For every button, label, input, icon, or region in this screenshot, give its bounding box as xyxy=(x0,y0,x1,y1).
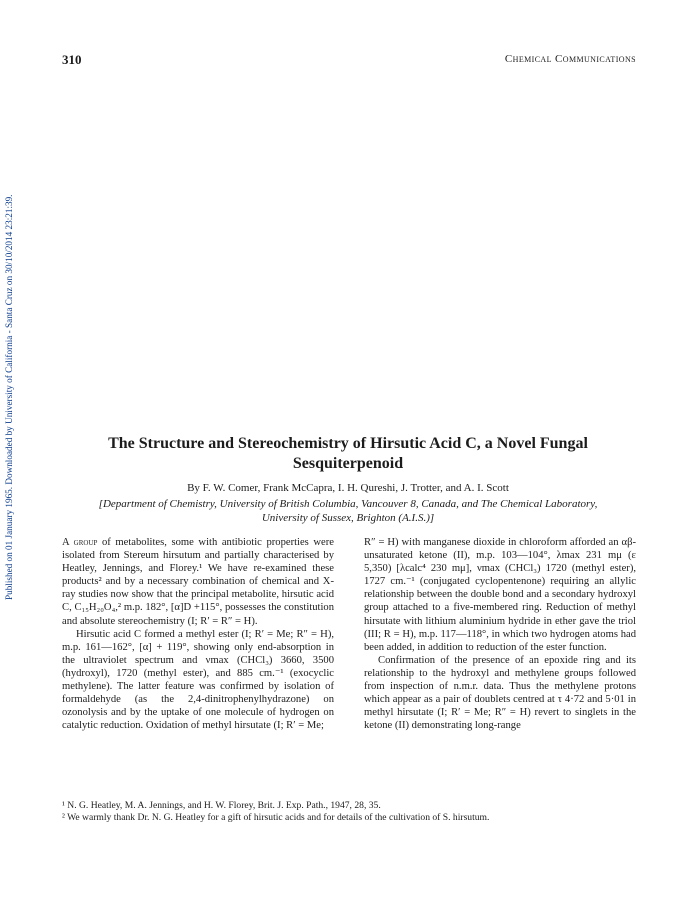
page-number: 310 xyxy=(62,52,82,67)
footnote: ¹ N. G. Heatley, M. A. Jennings, and H. W. Florey, Brit. J. Exp. Path., 1947, 28, 35. xyxy=(62,800,381,811)
download-watermark xyxy=(4,100,18,600)
paragraph-text: of metabolites, some with antibiotic properties were isolated from Stereum hirsutum and partially characterised by Heatley, Jennings, and Florey.¹ We have re-examined these products² and by a necessary combination of chemical and X-ray studies now show that the principal metabolite, hirsutic acid C, C₁₅H₂₀O₄,² m.p. 182°, [α]D +115°, possesses the constitution and absolute stereochemistry (I; R′ = R″ = H). xyxy=(62,537,334,627)
body-paragraph: Confirmation of the presence of an epoxide ring and its relationship to the hydroxyl and methylene groups followed from inspection of n.m.r. data. Thus the methylene protons which appear as a pair of doublets centred at τ 4·72 and 5·01 in methyl hirsutate (I; R′ = Me; R″ = H) revert to singlets in the ketone (II) demonstrating long-range xyxy=(364,654,636,732)
body-paragraph: Hirsutic acid C formed a methyl ester (I; R′ = Me; R″ = H), m.p. 161—162°, [α] + 119°, showing only end-absorption in the ultraviolet spectrum and νmax (CHCl₃) 3660, 3500 (hydroxyl), 1720 (methyl ester), and 885 cm.⁻¹ (exocyclic methylene). The latter feature was confirmed by isolation of formaldehyde (as the 2,4-dinitrophenylhydrazone) on ozonolysis and by the uptake of one molecule of hydrogen on catalytic reduction. Oxidation of methyl hirsutate (I; R′ = Me; xyxy=(62,628,334,732)
running-head: Chemical Communications xyxy=(504,53,636,65)
article-authors: By F. W. Comer, Frank McCapra, I. H. Qureshi, J. Trotter, and A. I. Scott xyxy=(187,482,509,494)
body-paragraph xyxy=(62,536,334,628)
body-column-left xyxy=(62,536,334,732)
body-column-right xyxy=(364,536,636,732)
article-title: The Structure and Stereochemistry of Hirsutic Acid C, a Novel Fungal Sesquiterpenoid xyxy=(108,435,588,472)
body-paragraph: R″ = H) with manganese dioxide in chloroform afforded an αβ-unsaturated ketone (II), m.p. 103—104°, λmax 231 mμ (ε 5,350) [λcalc⁴ 230 mμ], νmax (CHCl₃) 1720 (methyl ester), 1727 cm.⁻¹ (conjugated cyclopentenone) requiring an allylic relationship between the double bond and a secondary hydroxyl group attached to a five-membered ring. Reduction of methyl hirsutate with lithium aluminium hydride in ether gave the triol (III; R = H), m.p. 117—118°, in which two hydrogen atoms had been added, in addition to reduction of the ester function. xyxy=(364,537,636,653)
footnote: ² We warmly thank Dr. N. G. Heatley for a gift of hirsutic acids and for details of the cultivation of S. hirsutum. xyxy=(62,812,490,823)
lead-in-small-caps: A group xyxy=(62,537,98,548)
download-watermark-text: Published on 01 January 1965. Downloaded by University of California - Santa Cruz on 30/10/2014 23:21:39. xyxy=(4,194,14,600)
article-affiliation: [Department of Chemistry, University of British Columbia, Vancouver 8, Canada, and The Chemical Laboratory, University of Sussex, Brighton (A.I.S.)] xyxy=(98,498,598,524)
footnotes xyxy=(62,800,636,824)
